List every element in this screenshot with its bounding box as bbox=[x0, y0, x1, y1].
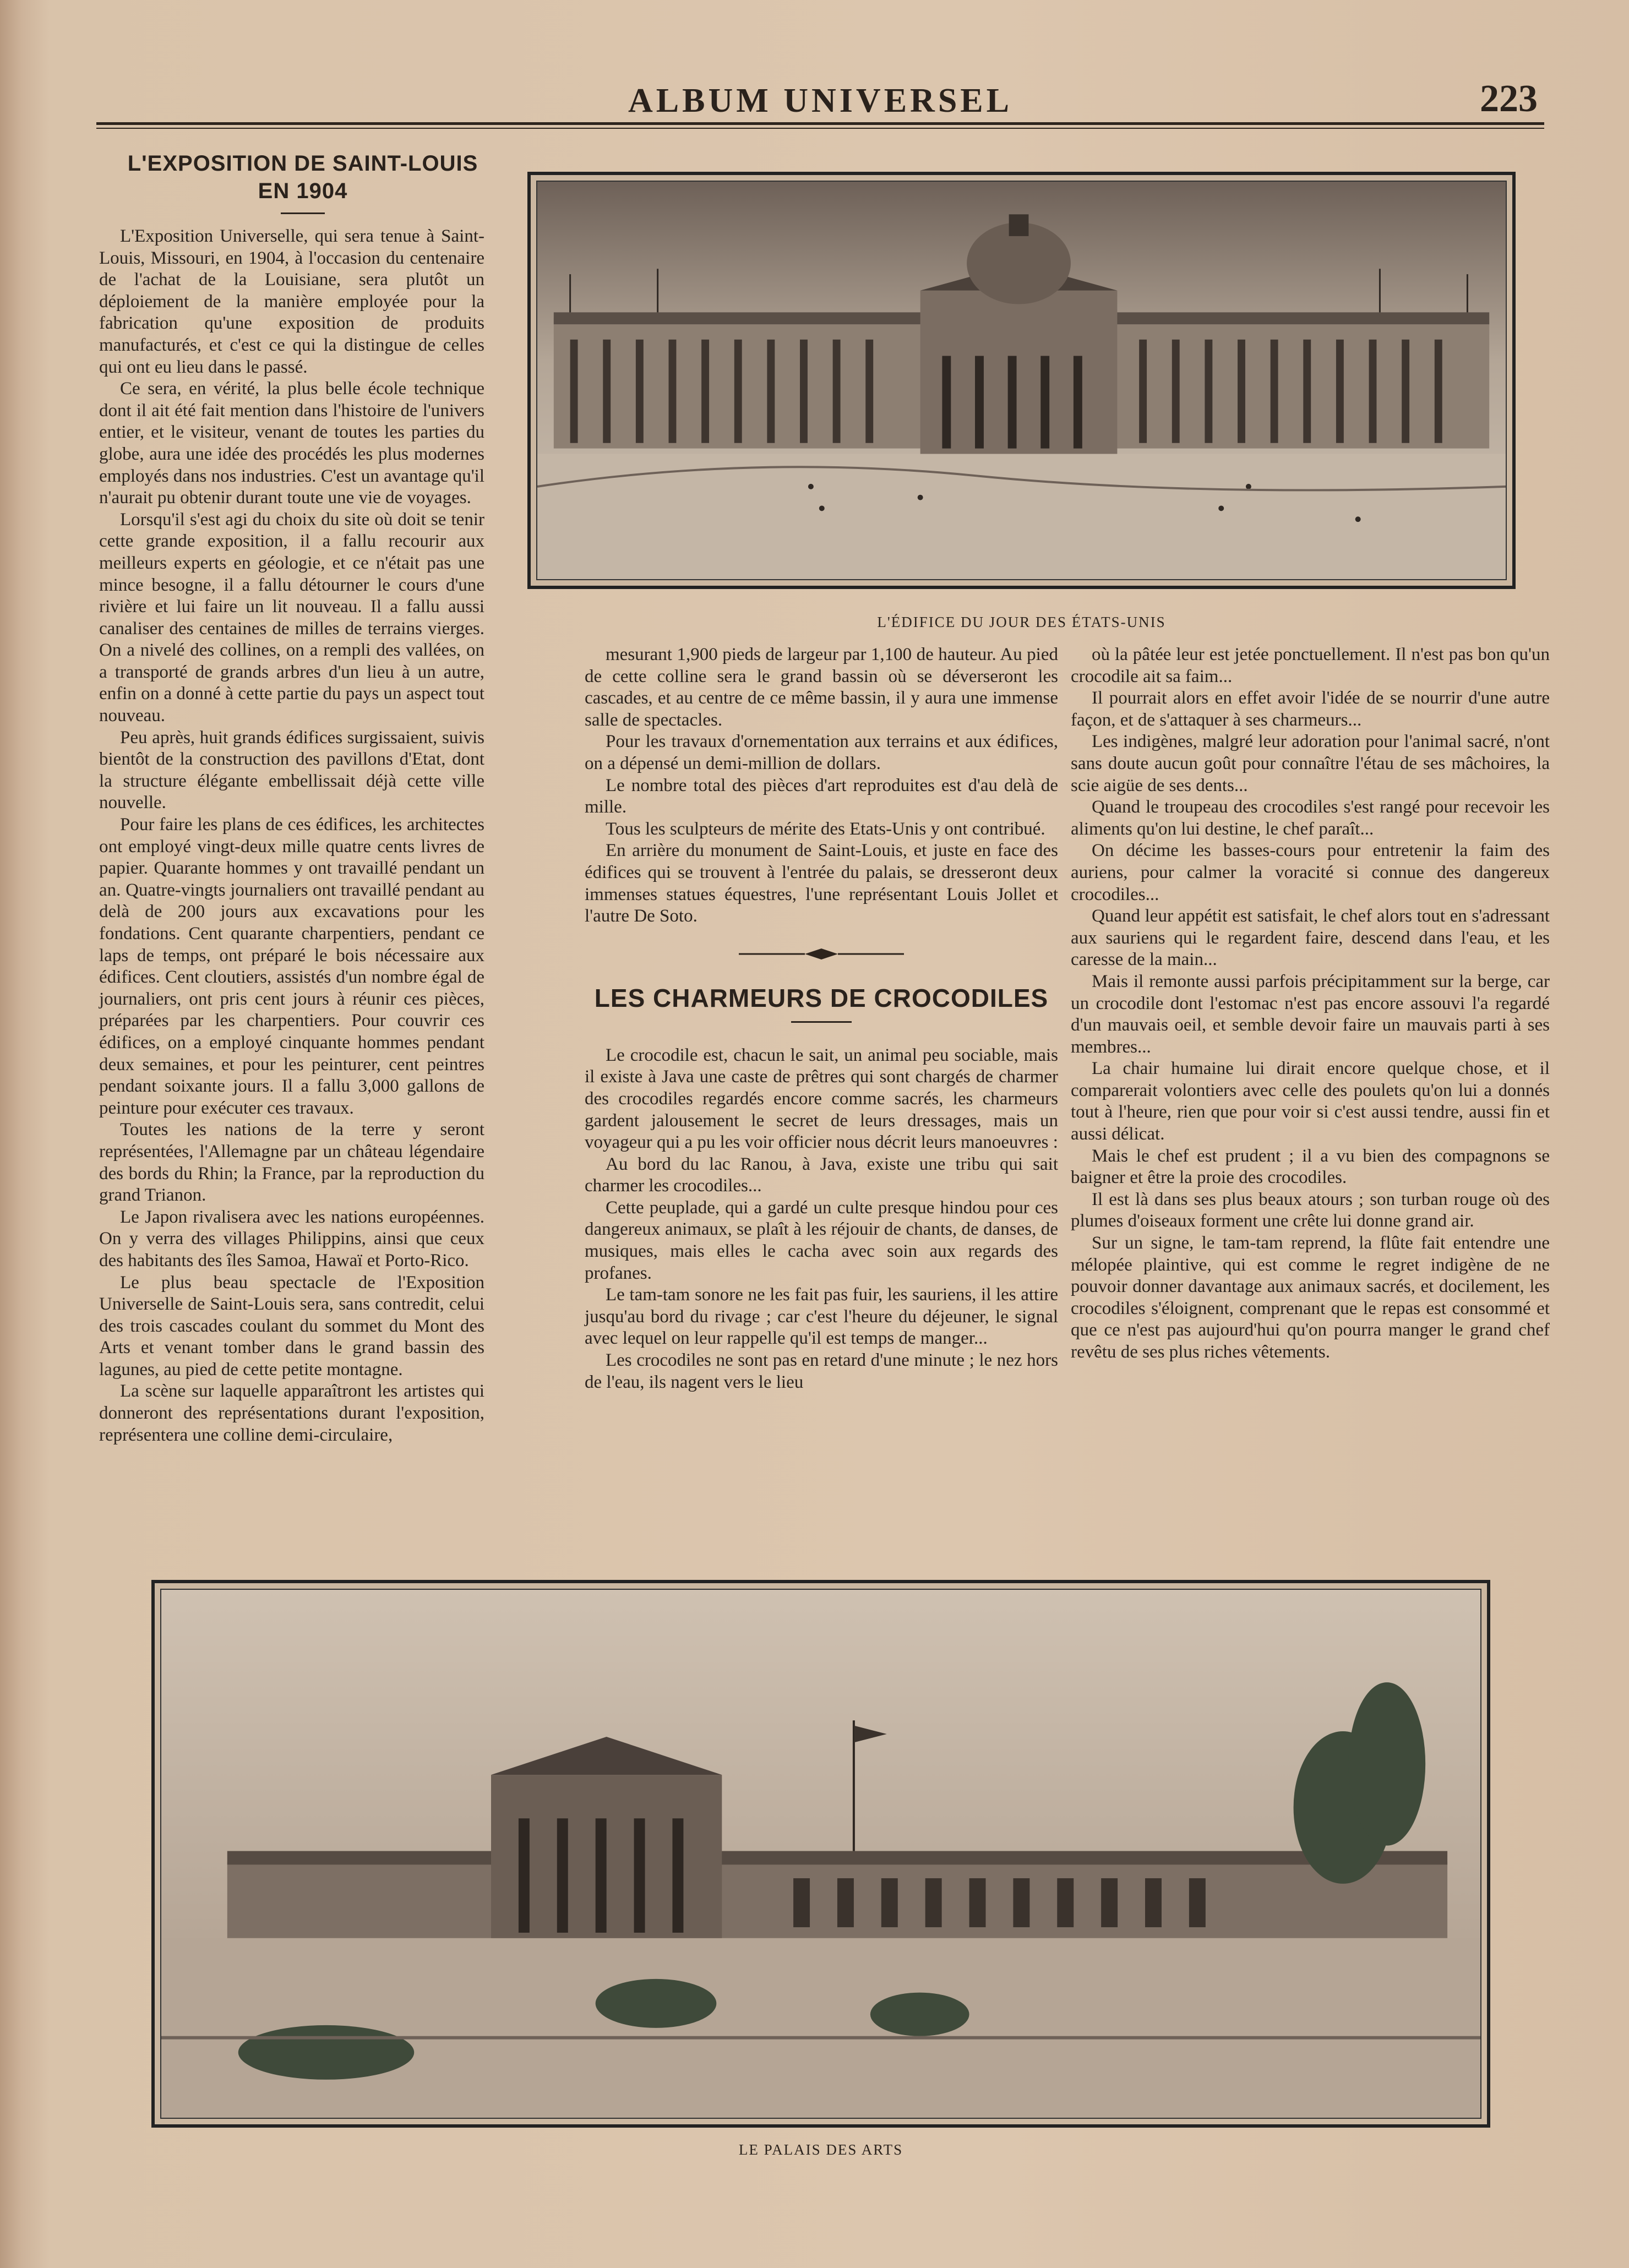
paragraph: L'Exposition Universelle, qui sera tenue à Saint-Louis, Missouri, en 1904, à l'occasion du centenaire de l'achat de la Louisiane, sera plutôt un déploiement de la manière employée pour la fabrication qu'une exposition de produits manufacturés, et c'est ce qui la distingue de celles qui ont eu lieu dans le passé. bbox=[99, 226, 484, 377]
top-illustration-caption: L'ÉDIFICE DU JOUR DES ÉTATS-UNIS bbox=[877, 614, 1166, 630]
palace-engraving bbox=[161, 1590, 1480, 2118]
paragraph: Ce sera, en vérité, la plus belle école technique dont il ait été fait mention dans l'histoire de l'univers entier, et le visiteur, venant de toutes les parties du globe, aura une idée des procédés les plus modernes employés dans nos industries. C'est un avantage qu'il n'aurait pu obtenir durant toute une vie de voyages. bbox=[99, 379, 484, 508]
paragraph: Le nombre total des pièces d'art reproduites est d'au delà de mille. bbox=[585, 775, 1058, 817]
paragraph: Toutes les nations de la terre y seront représentées, l'Allemagne par un château légendaire des bords du Rhin; la France, par la reproduction du grand Trianon. bbox=[99, 1120, 484, 1206]
paragraph: Le crocodile est, chacun le sait, un animal peu sociable, mais il existe à Java une caste de prêtres qui sont chargés de charmer des crocodiles regardés encore comme sacrés, les charmeurs gardent jalousement le secret de leurs dressages, mais un voyageur qui a pu les voir officier nous décrit leurs manoeuvres : bbox=[585, 1045, 1058, 1153]
bottom-illustration-frame bbox=[151, 1580, 1490, 2128]
paragraph: On décime les basses-cours pour entretenir la faim des auriens, pour calmer la voracité si connue des dangereux crocodiles... bbox=[1071, 841, 1550, 904]
paragraph: Lorsqu'il s'est agi du choix du site où doit se tenir cette grande exposition, il a fallu recourir aux meilleurs experts en géologie, et ce n'était pas une mince besogne, il a fallu détourner le cours d'une rivière et lui faire un lit nouveau. Il a fallu aussi canaliser des centaines de milles de terrains vierges. On a nivelé des collines, on a rempli des vallées, on a transporté de grands arbres d'un lieu à un autre, enfin on a donné à cette partie du pays un aspect tout nouveau. bbox=[99, 509, 484, 726]
bottom-illustration bbox=[160, 1589, 1481, 2119]
bottom-illustration-caption: LE PALAIS DES ARTS bbox=[738, 2141, 903, 2158]
building-engraving bbox=[537, 182, 1506, 579]
column2 bbox=[585, 644, 1058, 1393]
top-illustration-frame bbox=[527, 172, 1516, 589]
top-illustration bbox=[536, 181, 1507, 580]
journal-title: ALBUM UNIVERSEL bbox=[628, 82, 1013, 119]
paragraph: Les indigènes, malgré leur adoration pour l'animal sacré, n'ont sans doute aucun goût pour connaître l'étau de ses mâchoires, la scie aigüe de ses dents... bbox=[1071, 732, 1550, 795]
paragraph: Tous les sculpteurs de mérite des Etats-Unis y ont contribué. bbox=[606, 819, 1045, 839]
paragraph: Il pourrait alors en effet avoir l'idée de se nourrir d'une autre façon, et de s'attaquer à ses charmeurs... bbox=[1071, 688, 1550, 730]
article1-column2 bbox=[585, 644, 1058, 928]
article2-title: LES CHARMEURS DE CROCODILES bbox=[594, 983, 1049, 1012]
masthead-rule bbox=[96, 122, 1544, 125]
paragraph: où la pâtée leur est jetée ponctuellement. Il n'est pas bon qu'un crocodile ait sa faim... bbox=[1071, 645, 1550, 686]
paragraph: Quand le troupeau des crocodiles s'est rangé pour recevoir les aliments qu'on lui destine, le chef paraît... bbox=[1071, 797, 1550, 839]
paragraph: La scène sur laquelle apparaîtront les artistes qui donneront des représentations durant l'exposition, représentera une colline demi-circulaire, bbox=[99, 1381, 484, 1445]
paragraph: Quand leur appétit est satisfait, le chef alors tout en s'adressant aux sauriens qui le regardent faire, descend dans l'eau, et les caresse de la main... bbox=[1071, 906, 1550, 970]
paragraph: Pour faire les plans de ces édifices, les architectes ont employé vingt-deux mille quatre cents livres de papier. Quarante hommes y ont travaillé pendant un an. Quatre-vingts journaliers ont travaillé pendant au delà de 200 jours aux excavations pour les fondations. Cent quarante charpentiers, pendant ce laps de temps, ont préparé le bois nécessaire aux édifices. Cent cloutiers, assistés d'un nombre égal de journaliers, ont pris cent jours à réunir ces pièces, préparées par les charpentiers. Pour couvrir ces édifices, on a employé cinquante hommes pendant deux semaines, et pour les peinturer, cent peintres pendant soixante jours. Il a fallu 3,000 gallons de peinture pour exécuter ces travaux. bbox=[99, 815, 484, 1118]
paragraph: En arrière du monument de Saint-Louis, et juste en face des édifices qui se trouvent à l'entrée du palais, se dresseront deux immenses statues équestres, l'une représentant Louis Jollet et l'autre De Soto. bbox=[585, 841, 1058, 926]
article1-title-line2: EN 1904 bbox=[258, 179, 348, 203]
paragraph: La chair humaine lui dirait encore quelque chose, et il comparerait volontiers avec celle des poulets qu'on lui a donnés tout à l'heure, rien que pour voir si c'est aussi tendre, aussi fin et aussi délicat. bbox=[1071, 1059, 1550, 1144]
article2-column2 bbox=[585, 1045, 1058, 1394]
paragraph: Il est là dans ses plus beaux atours ; son turban rouge où des plumes d'oiseaux forment une crête lui donne grand air. bbox=[1071, 1189, 1550, 1231]
paragraph: Le Japon rivalisera avec les nations européennes. On y verra des villages Philippins, ainsi que ceux des habitants des îles Samoa, Hawaï et Porto-Rico. bbox=[99, 1207, 484, 1271]
masthead-rule-thin bbox=[96, 128, 1544, 129]
paragraph: Sur un signe, le tam-tam reprend, la flûte fait entendre une mélopée plaintive, qui est comme le regret indigène de ne pouvoir donner davantage aux animaux sacrés, et docilement, les crocodiles s'éloignent, comprenant que le repas est consommé et que ce n'est pas aujourd'hui qu'on pourra manger le grand chef revêtu de ses plus riches vêtements. bbox=[1071, 1233, 1550, 1362]
paragraph: Le tam-tam sonore ne les fait pas fuir, les sauriens, il les attire jusqu'au bord du rivage ; car c'est l'heure du déjeuner, le signal avec lequel on leur rappelle qu'il est temps de manger... bbox=[585, 1285, 1058, 1349]
paragraph: mesurant 1,900 pieds de largeur par 1,100 de hauteur. Au pied de cette colline sera le grand bassin où se déverseront les cascades, et au centre de ce même bassin, il y aura une immense salle de spectacles. bbox=[585, 645, 1058, 730]
paragraph: Cette peuplade, qui a gardé un culte presque hindou pour ces dangereux animaux, se plaît à les réjouir de chants, de danses, de musiques, mais elles le cacha avec soin aux regards des profanes. bbox=[585, 1197, 1058, 1283]
paragraph: Les crocodiles ne sont pas en retard d'une minute ; le nez hors de l'eau, ils nagent vers le lieu bbox=[585, 1350, 1058, 1392]
paragraph: Mais le chef est prudent ; il a vu bien des compagnons se baigner et être la proie des crocodiles. bbox=[1071, 1146, 1550, 1188]
masthead bbox=[96, 72, 1544, 121]
article1-column1 bbox=[99, 226, 484, 1446]
article2-title-rule bbox=[791, 1021, 852, 1023]
article1-headline bbox=[99, 150, 506, 214]
paragraph: Peu après, huit grands édifices surgissaient, suivis bientôt de la construction des pavillons d'Etat, dont la structure élégante embellissait déjà cette ville nouvelle. bbox=[99, 727, 484, 813]
page-number: 223 bbox=[1480, 78, 1538, 120]
article2-column3 bbox=[1071, 644, 1550, 1364]
paragraph: Pour les travaux d'ornementation aux terrains et aux édifices, on a dépensé un demi-million de dollars. bbox=[585, 732, 1058, 773]
paragraph: Au bord du lac Ranou, à Java, existe une tribu qui sait charmer les crocodiles... bbox=[585, 1154, 1058, 1196]
ornament-divider bbox=[739, 947, 904, 961]
paragraph: Mais il remonte aussi parfois précipitamment sur la berge, car un crocodile dont l'estomac n'est pas encore assouvi l'a regardé d'un mauvais oeil, et semble devoir faire un mauvais parti à ses membres... bbox=[1071, 971, 1550, 1057]
paragraph: Le plus beau spectacle de l'Exposition Universelle de Saint-Louis sera, sans contredit, celui des trois cascades coulant du sommet du Mont des Arts et venant tomber dans le grand bassin des lagunes, au pied de cette petite montagne. bbox=[99, 1272, 484, 1380]
article1-title-line1: L'EXPOSITION DE SAINT-LOUIS bbox=[127, 151, 478, 176]
headline-rule bbox=[281, 212, 325, 214]
